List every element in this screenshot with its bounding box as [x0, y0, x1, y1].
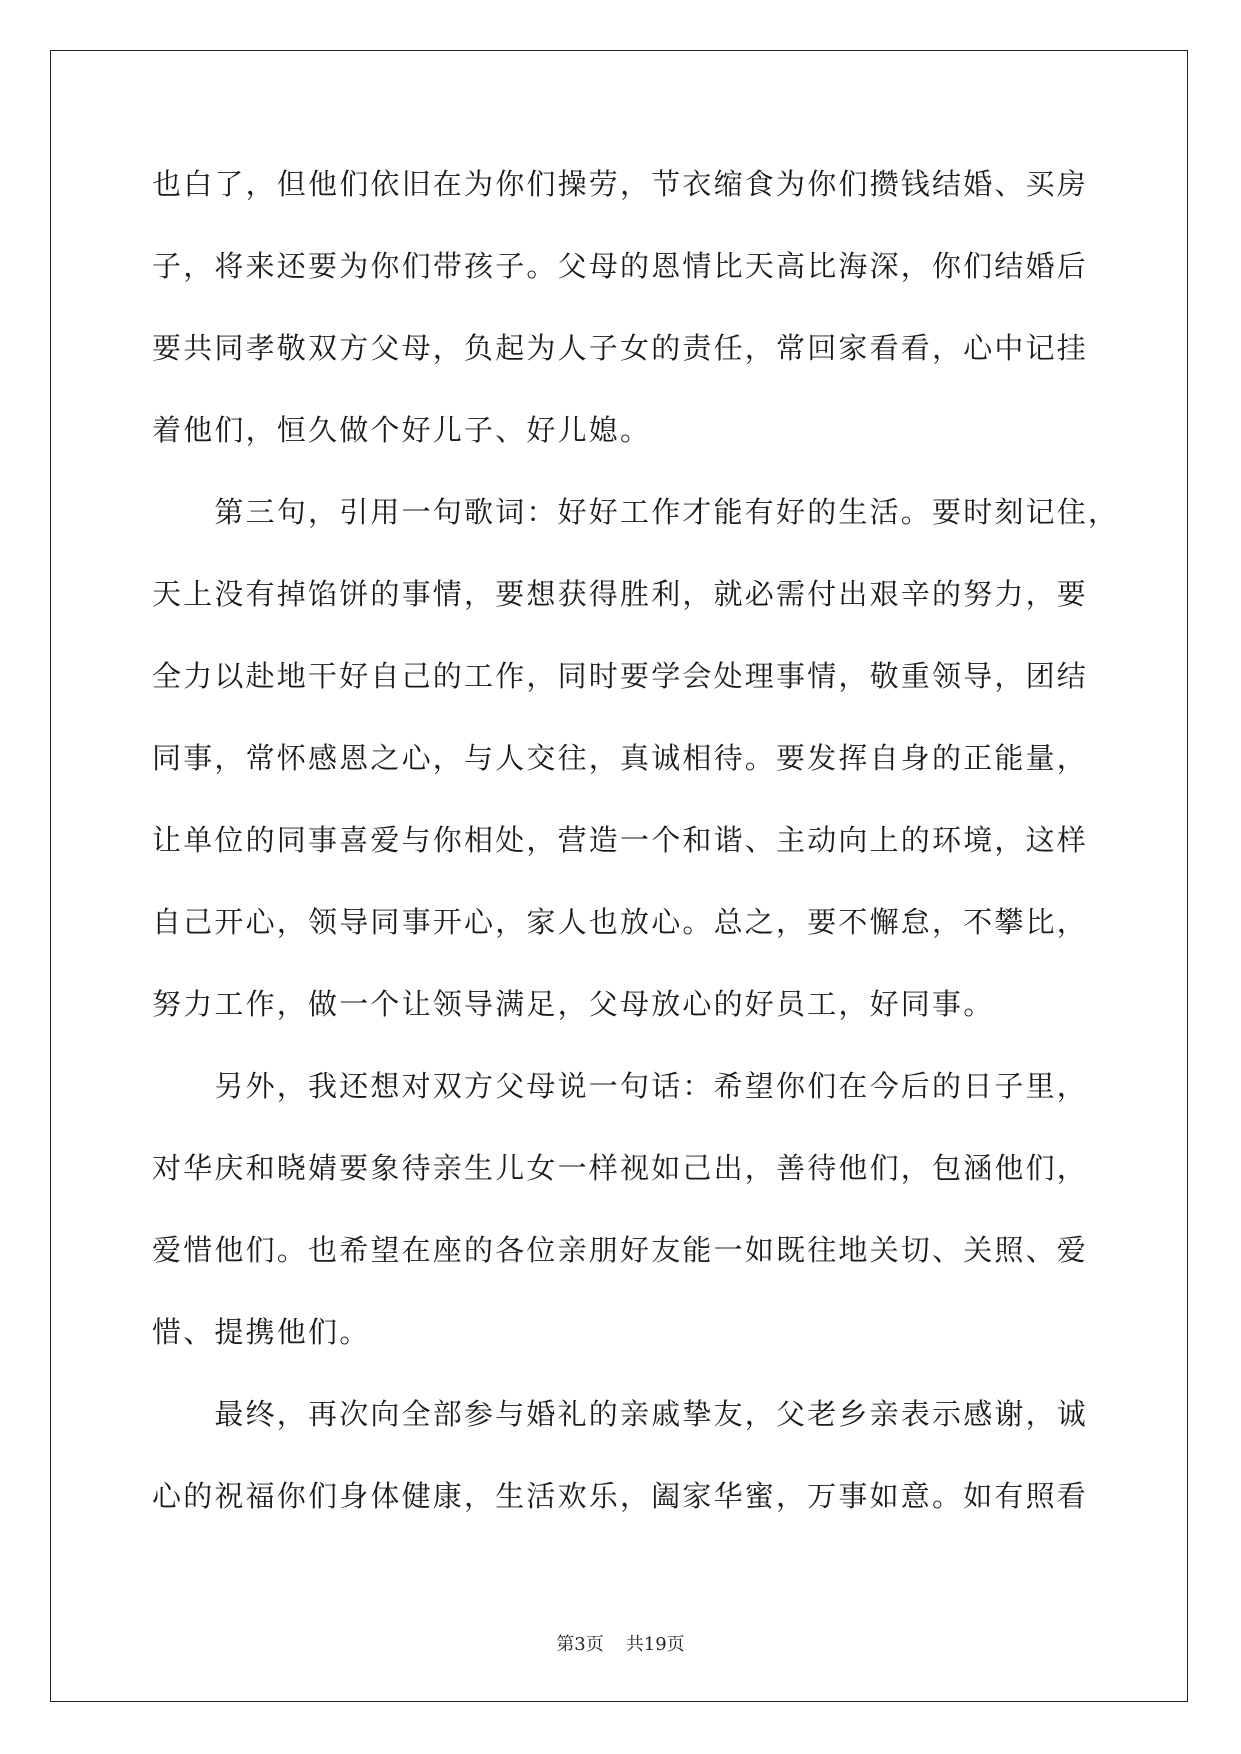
page-total: 共19页 [625, 1634, 685, 1655]
text-line: 让单位的同事喜爱与你相处，营造一个和谐、主动向上的环境，这样 [152, 823, 1089, 857]
text-line: 心的祝福你们身体健康，生活欢乐，阖家华蜜，万事如意。如有照看 [152, 1479, 1089, 1513]
document-body [152, 164, 1120, 1558]
text-line: 对华庆和晓婧要象待亲生儿女一样视如己出，善待他们，包涵他们， [152, 1151, 1089, 1185]
page-number: 第3页 [556, 1634, 604, 1655]
text-line: 要共同孝敬双方父母，负起为人子女的责任，常回家看看，心中记挂 [152, 331, 1089, 365]
text-line: 天上没有掉馅饼的事情，要想获得胜利，就必需付出艰辛的努力，要 [152, 577, 1089, 611]
text-line: 惜、提携他们。 [152, 1315, 371, 1349]
text-line: 着他们，恒久做个好儿子、好儿媳。 [152, 413, 652, 447]
text-line: 自己开心，领导同事开心，家人也放心。总之，要不懈怠，不攀比， [152, 905, 1089, 939]
text-line: 最终，再次向全部参与婚礼的亲戚挚友，父老乡亲表示感谢，诚 [152, 1397, 1089, 1431]
text-line: 第三句，引用一句歌词：好好工作才能有好的生活。要时刻记住， [152, 495, 1120, 529]
text-line: 同事，常怀感恩之心，与人交往，真诚相待。要发挥自身的正能量， [152, 741, 1089, 775]
text-line: 爱惜他们。也希望在座的各位亲朋好友能一如既往地关切、关照、爱 [152, 1233, 1089, 1267]
text-line: 努力工作，做一个让领导满足，父母放心的好员工，好同事。 [152, 987, 995, 1021]
text-line: 另外，我还想对双方父母说一句话：希望你们在今后的日子里， [152, 1069, 1089, 1103]
text-line: 全力以赴地干好自己的工作，同时要学会处理事情，敬重领导，团结 [152, 659, 1089, 693]
text-line: 也白了，但他们依旧在为你们操劳，节衣缩食为你们攒钱结婚、买房 [152, 167, 1089, 201]
text-line: 子，将来还要为你们带孩子。父母的恩情比天高比海深，你们结婚后 [152, 249, 1089, 283]
page-footer [0, 1630, 1241, 1656]
